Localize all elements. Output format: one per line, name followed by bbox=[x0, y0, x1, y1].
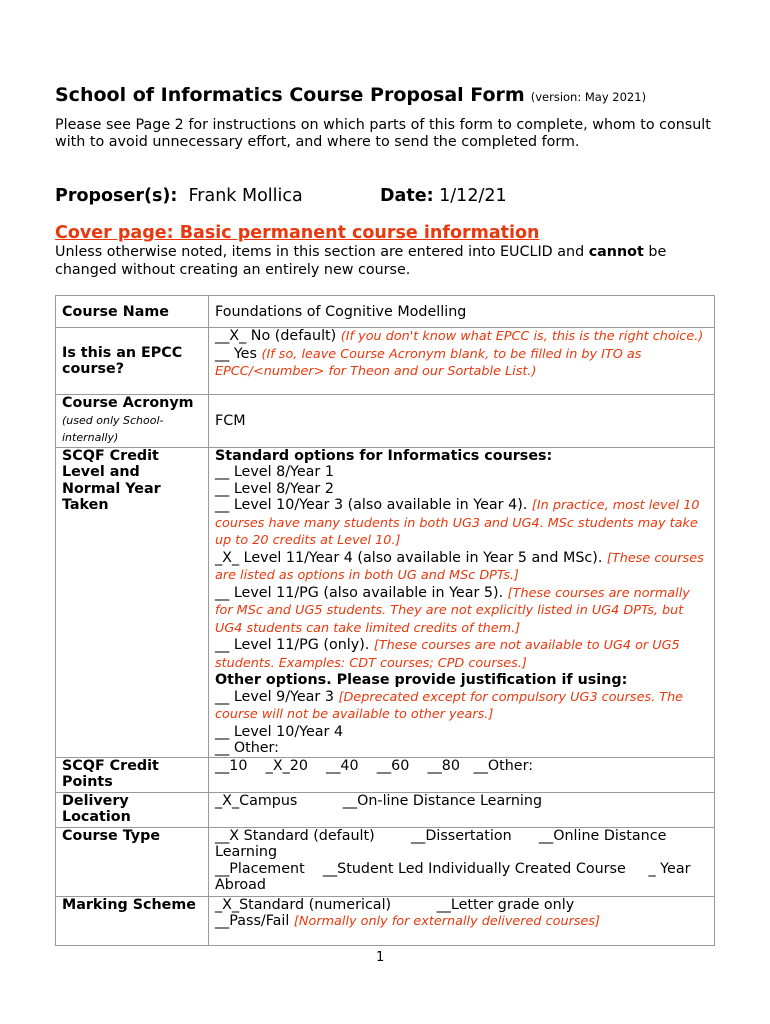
marking-options bbox=[209, 896, 715, 945]
marking-line-1: _X_Standard (numerical) __Letter grade only bbox=[215, 896, 575, 913]
level-11-year-4 bbox=[215, 550, 708, 585]
date-label: Date: bbox=[380, 186, 434, 206]
level-8-year-2: __ Level 8/Year 2 bbox=[215, 480, 334, 497]
level-11-year-4-text: _X_ Level 11/Year 4 (also available in Year 5 and MSc). bbox=[215, 549, 607, 566]
course-type-line-2: __Placement __Student Led Individually Created Course _ Year Abroad bbox=[215, 860, 696, 893]
level-11-pg bbox=[215, 585, 708, 638]
acronym-label-note: (used only School-internally) bbox=[62, 413, 164, 444]
delivery-value: _X_Campus __On-line Distance Learning bbox=[209, 792, 715, 827]
row-credit-points bbox=[56, 757, 715, 792]
cover-heading: Cover page: Basic permanent course information bbox=[55, 223, 540, 243]
course-type-label: Course Type bbox=[56, 827, 209, 896]
scqf-level-options bbox=[209, 447, 715, 757]
epcc-options bbox=[209, 328, 715, 395]
level-11-pg-note: [These courses are normally for MSc and UG5 students. They are not explicitly listed in UG4 DPTs, but UG4 students can take limited credits of them.] bbox=[215, 585, 690, 636]
cover-intro-b: be changed without creating an entirely new course. bbox=[55, 244, 667, 278]
row-acronym bbox=[56, 395, 715, 448]
proposer-row bbox=[55, 186, 507, 206]
credit-points-label: SCQF Credit Points bbox=[56, 757, 209, 792]
form-version: (version: May 2021) bbox=[530, 90, 647, 104]
delivery-label: Delivery Location bbox=[56, 792, 209, 827]
scqf-level-label: SCQF Credit Level and Normal Year Taken bbox=[56, 447, 209, 757]
level-10-year-3 bbox=[215, 497, 708, 550]
form-title bbox=[55, 84, 646, 106]
level-other: __ Other: bbox=[215, 740, 280, 756]
level-11-pg-only-text: __ Level 11/PG (only). bbox=[215, 637, 374, 653]
level-10-year-4: __ Level 10/Year 4 bbox=[215, 723, 344, 740]
credit-points-value: __10 _X_20 __40 __60 __80 __Other: bbox=[209, 757, 715, 792]
course-info-table bbox=[55, 295, 715, 946]
course-name-label: Course Name bbox=[56, 296, 209, 328]
proposer-value: Frank Mollica bbox=[188, 186, 303, 206]
row-delivery bbox=[56, 792, 715, 827]
proposer-label: Proposer(s): bbox=[55, 186, 178, 206]
row-scqf-level bbox=[56, 447, 715, 757]
cover-intro-a: Unless otherwise noted, items in this section are entered into EUCLID and bbox=[55, 244, 589, 260]
row-course-name bbox=[56, 296, 715, 328]
marking-label: Marking Scheme bbox=[56, 896, 209, 945]
date-field bbox=[380, 186, 507, 206]
course-type-options bbox=[209, 827, 715, 896]
epcc-label: Is this an EPCC course? bbox=[56, 328, 209, 395]
marking-line-2-note: [Normally only for externally delivered courses] bbox=[293, 914, 601, 929]
level-10-year-3-note: [In practice, most level 10 courses have many students in both UG3 and UG4. MSc students may take up to 20 credits at Level 10.] bbox=[215, 498, 700, 548]
level-8-year-1: __ Level 8/Year 1 bbox=[215, 464, 334, 480]
acronym-label: Course Acronym bbox=[62, 395, 194, 411]
epcc-yes-note: (If so, leave Course Acronym blank, to be filled in by ITO as EPCC/<number> for Theon and our Sortable List.) bbox=[215, 346, 642, 379]
marking-line-2-text: __Pass/Fail bbox=[215, 913, 294, 929]
level-9-year-3-text: __ Level 9/Year 3 bbox=[215, 688, 339, 705]
acronym-label-cell bbox=[56, 395, 209, 448]
level-11-pg-text: __ Level 11/PG (also available in Year 5). bbox=[215, 584, 508, 601]
level-9-year-3 bbox=[215, 689, 708, 724]
page-number: 1 bbox=[376, 950, 385, 965]
epcc-no-option bbox=[215, 328, 708, 346]
epcc-yes-option bbox=[215, 346, 708, 381]
level-11-pg-only bbox=[215, 637, 708, 672]
level-11-pg-only-note: [These courses are not available to UG4 or UG5 students. Examples: CDT courses; CPD courses.] bbox=[215, 638, 680, 671]
other-options-heading: Other options. Please provide justification if using: bbox=[215, 672, 628, 688]
std-options-heading: Standard options for Informatics courses: bbox=[215, 447, 553, 464]
level-9-year-3-note: [Deprecated except for compulsory UG3 courses. The course will not be available to other years.] bbox=[215, 689, 684, 722]
form-intro: Please see Page 2 for instructions on which parts of this form to complete, whom to consult with to avoid unnecessary effort, and where to send the completed form. bbox=[55, 117, 711, 150]
course-type-line-1: __X Standard (default) __Dissertation __Online Distance Learning bbox=[215, 827, 671, 860]
epcc-no-text: __X_ No (default) bbox=[215, 328, 341, 344]
cover-intro-bold: cannot bbox=[588, 244, 644, 260]
level-11-year-4-note: [These courses are listed as options in both UG and MSc DPTs.] bbox=[215, 550, 704, 583]
course-name-value: Foundations of Cognitive Modelling bbox=[209, 296, 715, 328]
acronym-value: FCM bbox=[209, 395, 715, 448]
epcc-no-note: (If you don't know what EPCC is, this is the right choice.) bbox=[340, 329, 704, 344]
row-marking bbox=[56, 896, 715, 945]
date-value: 1/12/21 bbox=[439, 186, 507, 206]
form-title-text: School of Informatics Course Proposal Form bbox=[55, 84, 525, 106]
level-10-year-3-text: __ Level 10/Year 3 (also available in Year 4). bbox=[215, 497, 532, 513]
cover-intro bbox=[55, 244, 715, 279]
epcc-yes-text: __ Yes bbox=[215, 345, 262, 362]
row-course-type bbox=[56, 827, 715, 896]
marking-line-2 bbox=[215, 913, 708, 931]
row-epcc bbox=[56, 328, 715, 395]
